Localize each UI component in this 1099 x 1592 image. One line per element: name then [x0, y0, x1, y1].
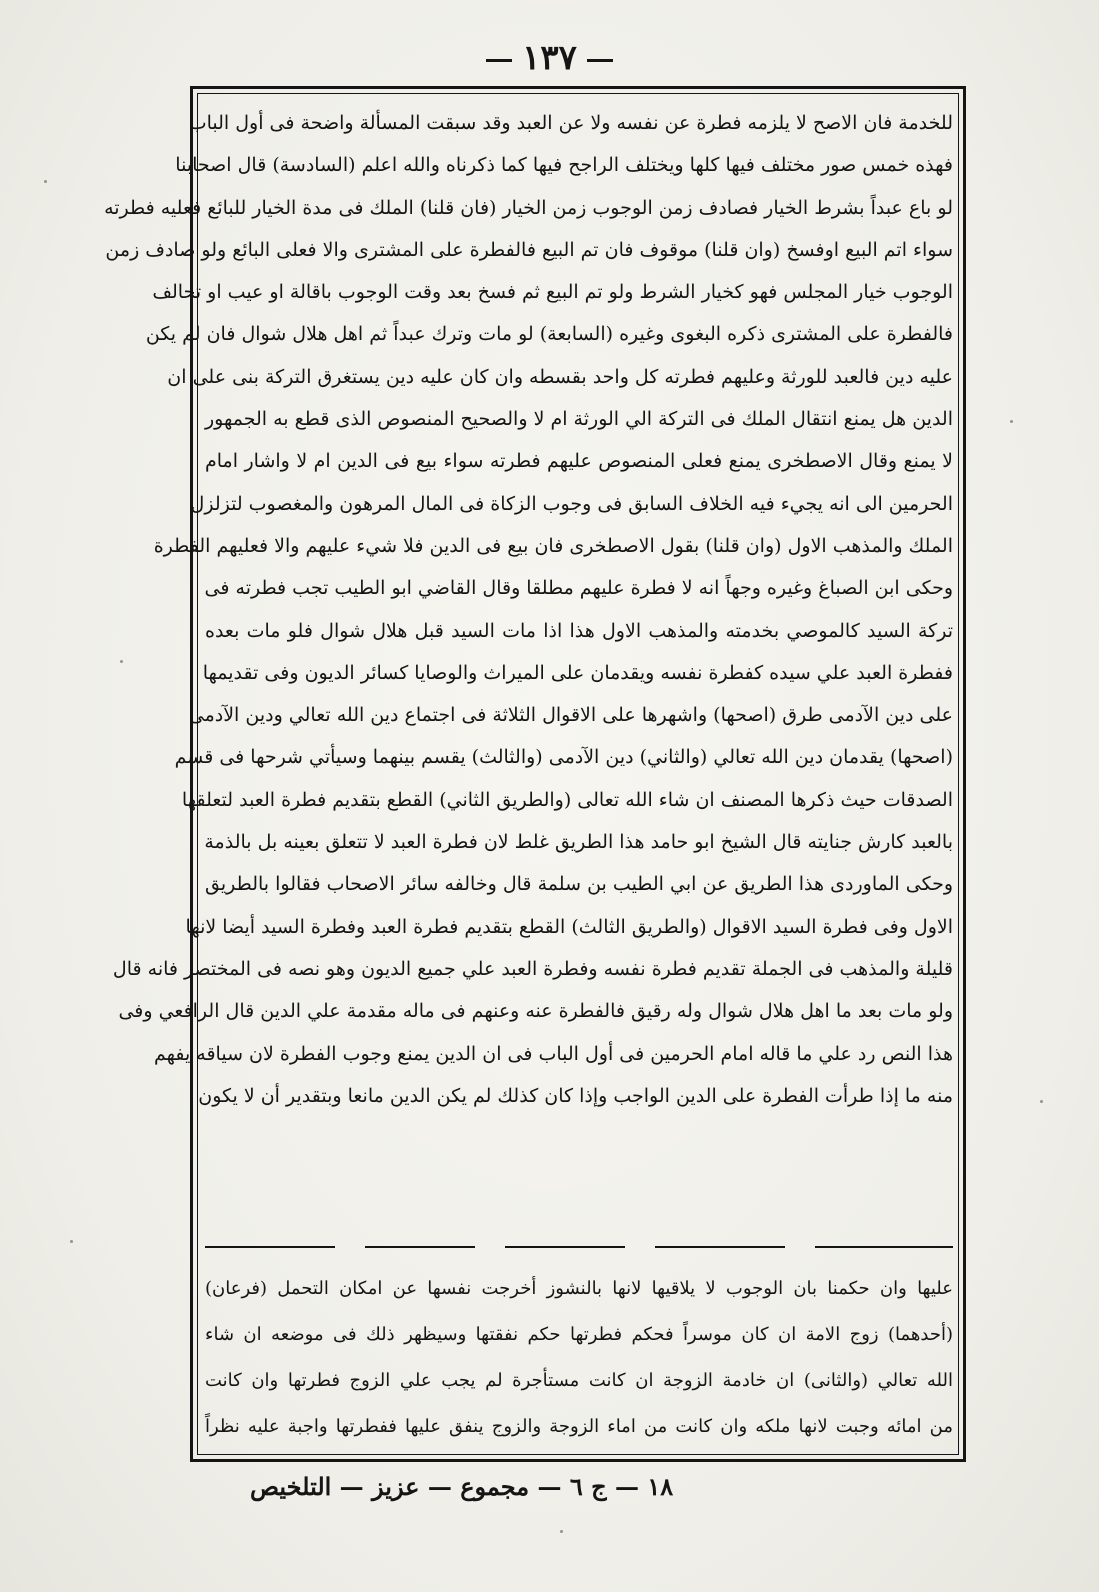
main-line: وحكى الماوردى هذا الطريق عن ابي الطيب بن سلمة قال وخالفه سائر الاصحاب فقالوا بالطريق: [205, 873, 953, 896]
main-text-block: [104, 102, 953, 1159]
main-line: فهذه خمس صور مختلف فيها كلها ويختلف الراجح فيها كما ذكرناه والله اعلم (السادسة) قال اصحابنا: [175, 154, 953, 177]
footnote-block: [205, 1266, 953, 1450]
main-line: قليلة والمذهب فى الجملة تقديم فطرة نفسه وفطرة العبد علي جميع الديون وهو نصه فى المختصر فانه قال: [112, 957, 953, 980]
page-number-text: ١٣٧: [522, 38, 577, 78]
main-line: ففطرة العبد علي سيده كفطرة نفسه ويقدمان على الميراث والوصايا كسائر الديون وفى تقديمها: [202, 661, 953, 684]
footnote-line: من امائه وجبت لانها ملكه وان كانت من اماء الزوجة والزوج ينفق عليها ففطرتها واجبة عليه نظراً: [205, 1416, 953, 1437]
paper-speck: [1040, 1100, 1043, 1103]
paper-speck: [120, 660, 123, 663]
main-line: لو باع عبداً بشرط الخيار فصادف زمن الوجوب زمن الخيار (فان قلنا) الملك فى مدة الخيار للبائع فعليه فطرته: [104, 196, 953, 219]
main-line: الاول وفى فطرة السيد الاقوال (والطريق الثالث) القطع بتقديم فطرة العبد وفطرة السيد أيضا لانها: [185, 915, 953, 938]
page-number: [0, 38, 1099, 78]
page-number-right-dash: [587, 59, 613, 62]
separator-segment: [815, 1246, 953, 1248]
main-line: للخدمة فان الاصح لا يلزمه فطرة عن نفسه ولا عن العبد وقد سبقت المسألة واضحة فى أول الباب: [188, 112, 953, 134]
main-line: منه ما إذا طرأت الفطرة على الدين الواجب وإذا كان كذلك لم يكن الدين مانعا وبتقدير أن لا يكون: [198, 1084, 953, 1107]
page-number-left-dash: [486, 59, 512, 62]
main-line: الوجوب خيار المجلس فهو كخيار الشرط ولو تم البيع ثم فسخ بعد وقت الوجوب باقالة او عيب او تحالف: [152, 281, 953, 304]
footnote-line: عليها وان حكمنا بان الوجوب لا يلاقيها لانها بالنشوز أخرجت نفسها عن امكان التحمل (فرعان): [205, 1278, 953, 1299]
main-line: الحرمين الى انه يجيء فيه الخلاف السابق فى وجوب الزكاة فى المال المرهون والمغصوب لتزلزل: [190, 492, 953, 515]
paper-speck: [560, 1530, 563, 1533]
main-line: وحكى ابن الصباغ وغيره وجهاً انه لا فطرة عليهم مطلقا وقال القاضي ابو الطيب تجب فطرته فى: [204, 577, 953, 600]
paper-speck: [70, 1240, 73, 1243]
main-line: الصدقات حيث ذكرها المصنف ان شاء الله تعالى (والطريق الثاني) القطع بتقديم فطرة العبد لتعلقها: [181, 788, 953, 811]
main-line: عليه دين فالعبد للورثة وعليهم فطرته كل واحد بقسطه وان كان عليه دين يستغرق التركة بنى على ان: [167, 365, 953, 388]
main-line: لا يمنع وقال الاصطخرى يمنع فعلى المنصوص عليهم فطرته سواء بيع فى الدين ام لا واشار امام: [205, 450, 953, 473]
main-line: بالعبد كارش جنايته قال الشيخ ابو حامد هذا الطريق غلط لان فطرة العبد لا تتعلق بعينه بل بالذمة: [204, 831, 953, 854]
main-line: ولو مات بعد ما اهل هلال شوال وله رقيق فالفطرة عنه وعنهم فى ماله مقدمة علي الدين قال الرافعي وفى: [118, 1000, 953, 1023]
main-line: تركة السيد كالموصي بخدمته والمذهب الاول هذا اذا مات السيد قبل هلال شوال فلو مات بعده: [205, 619, 953, 642]
main-line: [205, 1117, 953, 1159]
main-line: الملك والمذهب الاول (وان قلنا) بقول الاصطخرى فان بيع فى الدين فلا شيء عليهم والا فعليهم الفطرة: [153, 534, 953, 557]
main-line: فالفطرة على المشترى ذكره البغوى وغيره (السابعة) لو مات وترك عبداً ثم اهل هلال شوال فان لم يكن: [145, 323, 953, 346]
separator-segment: [655, 1246, 785, 1248]
footnote-line: (أحدهما) زوج الامة ان كان موسراً فحكم فطرتها حكم نفقتها وسيظهر ذلك فى موضعه ان شاء: [205, 1324, 953, 1345]
paper-speck: [1010, 420, 1013, 423]
separator-segment: [505, 1246, 625, 1248]
separator-segment: [205, 1246, 335, 1248]
main-line: على دين الآدمى طرق (اصحها) واشهرها على الاقوال الثلاثة فى اجتماع دين الله تعالي ودين الآدمى: [188, 704, 953, 727]
main-line: الدين هل يمنع انتقال الملك فى التركة الي الورثة ام لا والصحيح المنصوص الذى قطع به الجمهور: [205, 408, 953, 431]
footnote-line: الله تعالي (والثانى) ان خادمة الزوجة ان كانت مستأجرة لم يجب علي الزوج فطرتها وان كانت: [205, 1370, 953, 1391]
printer-signature: ١٨ — ج ٦ — مجموع — عزيز — التلخيص: [250, 1472, 674, 1501]
paper-speck: [44, 180, 47, 183]
main-line: هذا النص رد علي ما قاله امام الحرمين فى أول الباب فى ان الدين يمنع وجوب الفطرة لان سياقه يفهم: [153, 1042, 953, 1065]
main-line: (اصحها) يقدمان دين الله تعالي (والثاني) دين الآدمى (والثالث) يقسم بينهما وسيأتي شرحها فى قسم: [174, 746, 953, 769]
footnote-separator: [205, 1240, 953, 1254]
main-line: سواء اتم البيع اوفسخ (وان قلنا) موقوف فان تم البيع فالفطرة على المشترى والا فعلى البائع ولو صادف زمن: [105, 238, 953, 261]
separator-segment: [365, 1246, 475, 1248]
